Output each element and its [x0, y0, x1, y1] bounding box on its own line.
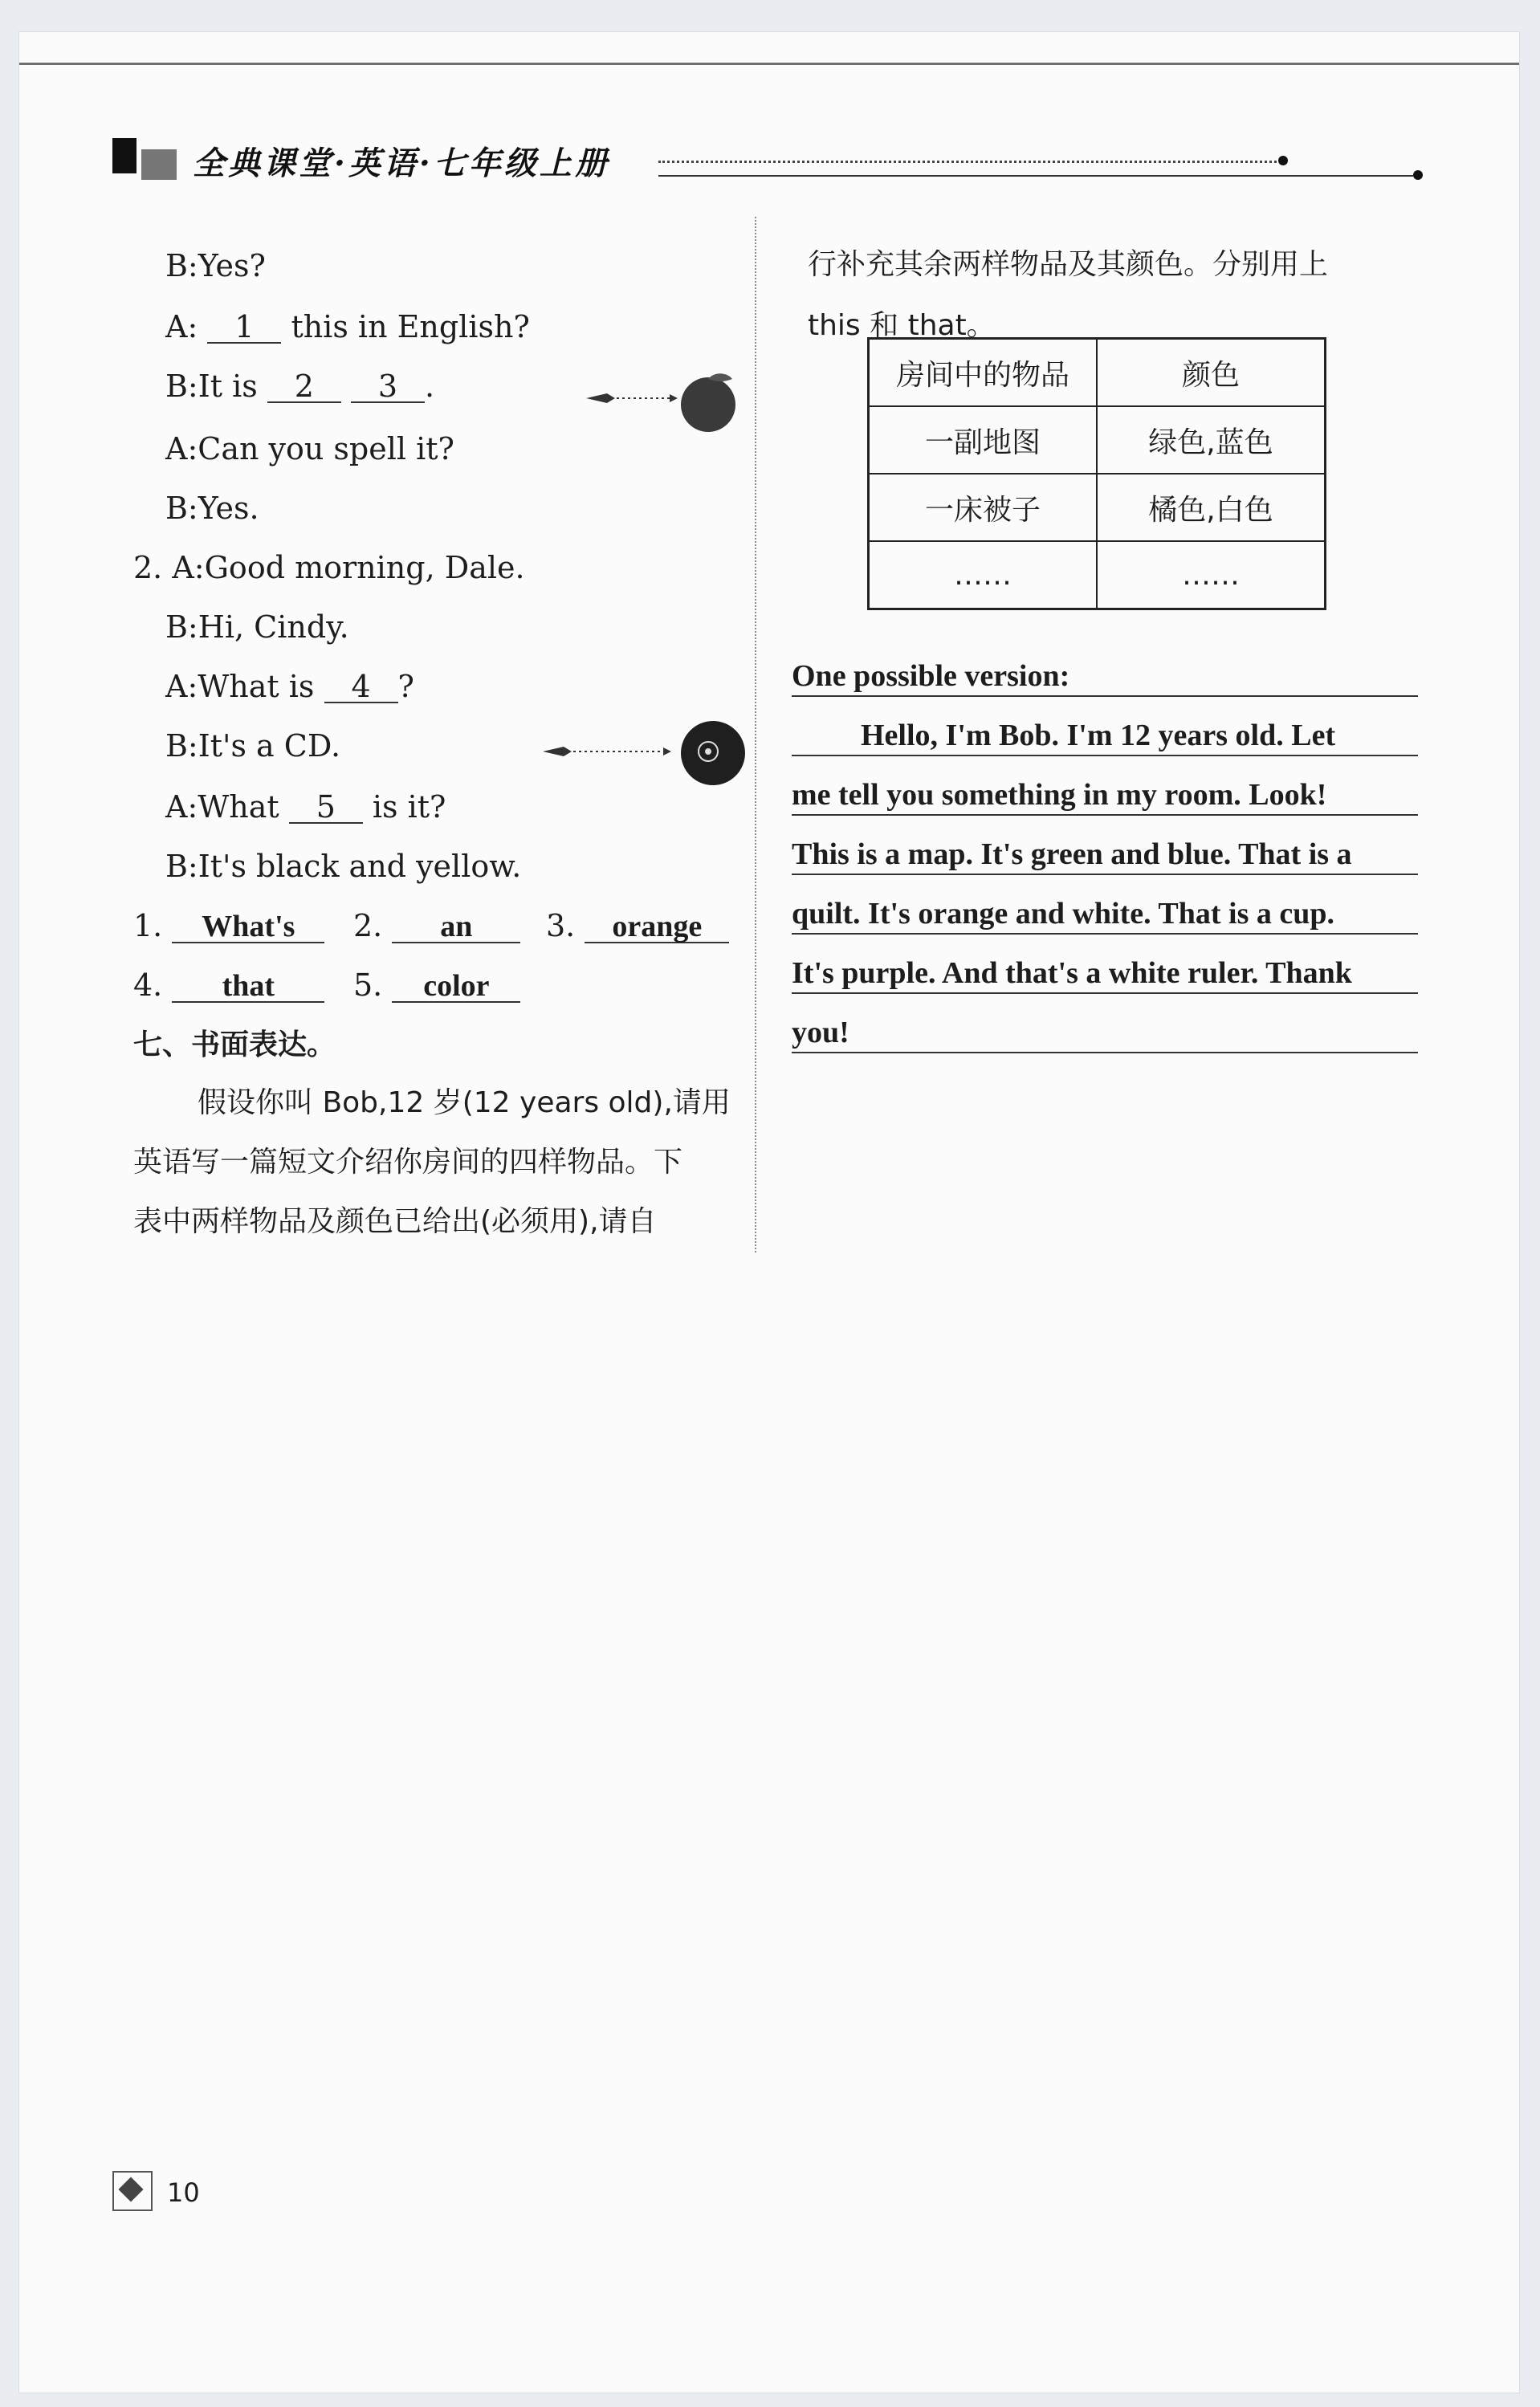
- dialog2-b-color: B:It's black and yellow.: [165, 849, 522, 884]
- answer-row-5: [353, 967, 520, 1003]
- blank-2: 2: [267, 371, 341, 403]
- answer-row-3: [546, 910, 729, 943]
- table-row: [869, 474, 1326, 541]
- section-7-para-line: 行补充其余两样物品及其颜色。分别用上: [808, 248, 1329, 281]
- table-cell: 一副地图: [869, 406, 1098, 474]
- page-number: 10: [167, 2177, 200, 2208]
- dialog-text: A:What is: [165, 669, 315, 704]
- dialog2-line1: 2. A:Good morning, Dale.: [133, 550, 525, 585]
- answer-number: 2.: [353, 908, 383, 943]
- top-edge-line: [19, 63, 1519, 65]
- answer-2: an: [392, 911, 520, 943]
- table-cell: 绿色,蓝色: [1097, 406, 1326, 474]
- cd-picture: [543, 716, 752, 793]
- header-dot: [1413, 170, 1423, 180]
- blank-3: 3: [351, 371, 425, 403]
- dialog1-b-yes-q: B:Yes?: [165, 248, 266, 283]
- dialog2-a-whatis-line: [165, 671, 414, 703]
- dialog1-b-yes: B:Yes.: [165, 491, 259, 526]
- answer-5: color: [392, 971, 520, 1003]
- header-dotted-rule: [658, 161, 1277, 163]
- orange-picture: [586, 368, 755, 440]
- answer-3: orange: [585, 911, 729, 943]
- dialog-text: .: [424, 369, 435, 404]
- answer-1: What's: [172, 911, 324, 943]
- dialog-text: this in English?: [291, 309, 530, 344]
- essay-label: One possible version:: [792, 658, 1418, 697]
- dialog-text: A:What: [165, 789, 279, 825]
- dialog2-a-what-line: [165, 789, 446, 825]
- section-7-heading: 七、书面表达。: [133, 1028, 336, 1061]
- pointing-hand-icon: [586, 393, 615, 403]
- answer-number: 5.: [353, 967, 383, 1003]
- blank-1: 1: [207, 312, 281, 344]
- essay-line: quilt. It's orange and white. That is a cup.: [792, 896, 1418, 935]
- dialog-text: ?: [397, 669, 414, 704]
- table-header-row: [869, 339, 1326, 407]
- dialog-text: B:It is: [165, 369, 258, 404]
- header-dot: [1278, 156, 1288, 165]
- answer-number: 3.: [546, 908, 576, 943]
- speaker-label: A:: [165, 309, 198, 344]
- table-header-cell: 房间中的物品: [869, 339, 1098, 407]
- answer-number: 4.: [133, 967, 163, 1003]
- blank-4: 4: [324, 671, 398, 703]
- section-7-para-line: this 和 that。: [808, 309, 996, 342]
- answer-row-4: [133, 967, 324, 1003]
- section-7-para-line: 表中两样物品及颜色已给出(必须用),请自: [133, 1205, 657, 1238]
- arrow-head-icon: [670, 394, 678, 402]
- dialog2-b-cd: B:It's a CD.: [165, 728, 341, 764]
- essay-line: It's purple. And that's a white ruler. Thank: [792, 955, 1418, 994]
- essay-line: Hello, I'm Bob. I'm 12 years old. Let: [792, 718, 1418, 756]
- header-logo-mark-shade: [141, 149, 177, 180]
- table-cell: 橘色,白色: [1097, 474, 1326, 541]
- header-solid-rule: [658, 175, 1413, 177]
- blank-5: 5: [289, 792, 363, 824]
- table-row: [869, 541, 1326, 609]
- essay-line: This is a map. It's green and blue. That is a: [792, 837, 1418, 875]
- answer-row-1: [133, 910, 324, 943]
- table-header-cell: 颜色: [1097, 339, 1326, 407]
- cd-disc-icon: [681, 721, 745, 785]
- column-divider: [755, 217, 756, 1252]
- dialog1-a-spell: A:Can you spell it?: [165, 431, 454, 466]
- arrow-head-icon: [663, 747, 671, 755]
- essay-line: me tell you something in my room. Look!: [792, 777, 1418, 816]
- essay-line: you!: [792, 1015, 1418, 1053]
- answer-row-2: [353, 910, 520, 943]
- table-cell: 一床被子: [869, 474, 1098, 541]
- dialog1-b-itis-line: [165, 371, 434, 403]
- pointing-hand-icon: [543, 747, 572, 756]
- dialog1-a-line: [165, 309, 530, 344]
- header-logo-mark: [112, 138, 136, 173]
- dialog2-line2: B:Hi, Cindy.: [165, 609, 349, 645]
- table-cell: ……: [1097, 541, 1326, 609]
- items-color-table: [867, 337, 1326, 610]
- orange-fruit-icon: [681, 377, 735, 432]
- section-7-para-line: 英语写一篇短文介绍你房间的四样物品。下: [133, 1146, 683, 1179]
- dialog-text: is it?: [372, 789, 446, 825]
- answer-4: that: [172, 971, 324, 1003]
- section-7-para-line: 假设你叫 Bob,12 岁(12 years old),请用: [198, 1086, 731, 1119]
- table-cell: ……: [869, 541, 1098, 609]
- table-row: [869, 406, 1326, 474]
- cd-hole-icon: [705, 748, 711, 755]
- answer-number: 1.: [133, 908, 163, 943]
- header-title: 全典课堂·英语·七年级上册: [193, 145, 610, 182]
